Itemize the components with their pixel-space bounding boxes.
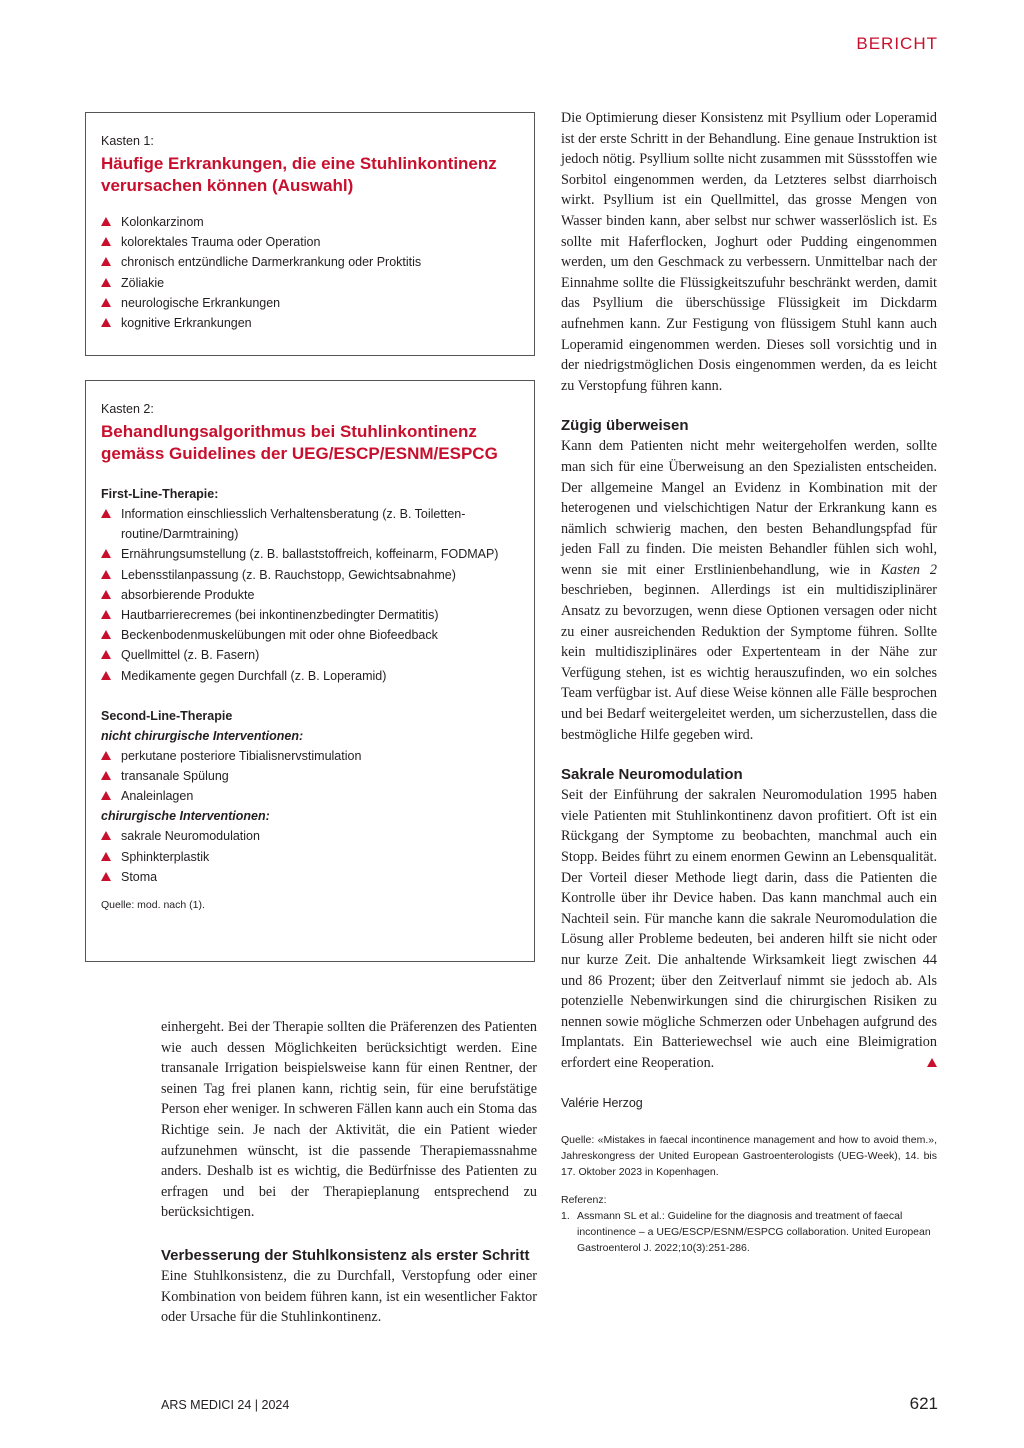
left-column — [161, 1017, 537, 1328]
list-item-text: Beckenbodenmuskelübungen mit oder ohne Biofeedback — [121, 628, 438, 643]
list-item — [101, 766, 520, 786]
red-triangle-icon — [101, 610, 111, 619]
red-triangle-icon — [101, 751, 111, 760]
red-triangle-icon — [101, 872, 111, 881]
red-triangle-icon — [101, 590, 111, 599]
list-item — [101, 544, 520, 564]
second-line-heading: Second-Line-Therapie — [101, 708, 233, 723]
box-kicker: Kasten 1: — [101, 134, 154, 148]
list-item — [101, 293, 520, 313]
body-paragraph: Die Optimierung dieser Konsistenz mit Psyllium oder Loperamid ist der erste Schritt in der Behandlung. Eine genaue Instruktion ist jedoch nötig. Psyllium sollte nicht zusammen mit Süssstoffen wie Sorbitol eingenommen werden, da Letzteres selbst diarrhoisch wirkt. Psyllium ist ein Quellmittel, das grosse Mengen von Wasser binden kann, aber selbst nur schwer wasserlöslich ist. Es sollte mit Haferflocken, Joghurt oder Pudding eingenommen werden, um den Geschmack zu verbessern. Unmittelbar nach der Einnahme sollte die Flüssigkeitszufuhr beschränkt werden, damit das Psyllium die überschüssige Flüssigkeit im Dickdarm aufnehmen kann. Zur Festigung von flüssigem Stuhl kann auch Loperamid eingenommen werden. Dieses soll vorsichtig und in der niedrigstmöglichen Dosis eingenommen werden, da es leicht zu Verstopfung führen kann. — [561, 110, 937, 394]
list-item-text: Quellmittel (z. B. Fasern) — [121, 648, 260, 663]
list-item-text: neurologische Erkrankungen — [121, 295, 281, 310]
list-item-text: Kolonkarzinom — [121, 215, 204, 229]
red-triangle-icon — [101, 549, 111, 558]
red-triangle-icon — [101, 237, 111, 246]
reference-label: Referenz: — [561, 1193, 607, 1206]
bullet-list — [101, 826, 520, 887]
box-reference: Kasten 2 — [880, 561, 937, 578]
reference-item — [561, 1208, 937, 1256]
box-kicker: Kasten 2: — [101, 402, 154, 416]
bullet-list — [101, 746, 520, 807]
list-item — [101, 313, 520, 333]
red-triangle-icon — [927, 1058, 937, 1067]
box-title-line: Behandlungsalgorithmus bei Stuhlinkontinenz — [101, 422, 477, 441]
section-heading: Zügig überweisen — [561, 417, 689, 435]
list-item-text: Hautbarrierecremes (bei inkontinenzbedingter Dermatitis) — [121, 608, 439, 623]
red-triangle-icon — [101, 257, 111, 266]
section-label: BERICHT — [856, 34, 938, 53]
page-number: 621 — [909, 1394, 938, 1413]
red-triangle-icon — [101, 217, 111, 226]
list-item-text: Lebensstilanpassung (z. B. Rauchstopp, Gewichtsabnahme) — [121, 567, 456, 582]
reference-text: Assmann SL et al.: Guideline for the diagnosis and treatment of faecal incontinence – a UEG/ESCP/ESNM/ESPCG collaboration. United European Gastroenterol J. 2022;10(3):251-286. — [577, 1209, 931, 1254]
list-item-text: Analeinlagen — [121, 789, 194, 804]
reference-number: 1. — [561, 1209, 570, 1222]
list-item — [101, 645, 520, 665]
bullet-list — [101, 212, 520, 333]
list-item-text: Stoma — [121, 869, 158, 884]
list-item — [101, 625, 520, 645]
box-title — [101, 153, 520, 197]
list-item-text: perkutane posteriore Tibialisnervstimulation — [121, 748, 362, 763]
red-triangle-icon — [101, 791, 111, 800]
body-text: Seit der Einführung der sakralen Neuromodulation 1995 haben viele Patienten mit Stuhlinkontinenz davon profitiert. Oft ist ein Rückgang der Symptome zu beobachten, manchmal auch ein Stopp. Beides führt zu einem enormen Gewinn an Lebensqualität. Der Vorteil dieser Methode liegt darin, dass die Patienten die Kontrolle über ihr Device haben. Das kann manchmal auch ein Nachteil sein. Für manche kann die sakrale Neuromodulation die Lösung aller Probleme bedeuten, bei anderen hilft sie nicht oder nur kurze Zeit. Die anhaltende Wirksamkeit liegt zwischen 44 und 86 Prozent; über den Zeitverlauf nimmt sie jedoch ab. Als potenzielle Nebenwirkungen sind die chirurgischen Risiken zu nennen sowie mögliche Schmerzen oder Unbehagen aufgrund des Implantats. Ein Batteriewechsel wie auch eine Bleimigration erfordert eine Reoperation. — [561, 787, 937, 1071]
red-triangle-icon — [101, 771, 111, 780]
author: Valérie Herzog — [561, 1095, 643, 1110]
red-triangle-icon — [101, 298, 111, 307]
list-item-text: absorbierende Produkte — [121, 587, 255, 602]
list-item-text: transanale Spülung — [121, 769, 229, 784]
list-item-text: kognitive Erkrankungen — [121, 316, 252, 331]
info-box-2 — [85, 380, 535, 962]
right-column — [561, 108, 937, 1256]
section-heading: Verbesserung der Stuhlkonsistenz als erster Schritt — [161, 1246, 530, 1264]
box-title-line: verursachen können (Auswahl) — [101, 176, 354, 195]
list-item-text: Sphinkterplastik — [121, 849, 210, 864]
body-text: Kann dem Patienten nicht mehr weitergeholfen werden, sollte man sich für eine Überweisung an den Spezialisten entscheiden. Der allgemeine Mangel an Evidenz in Kombination mit der heterogenen und vielschichtigen Natur der Erkrankung kann es nämlich schwierig machen, den besten Behandlungspfad für jeden Fall zu finden. Die meisten Behandler fühlen sich wohl, wenn sie mit einer Erstlinienbehandlung, wie in — [561, 438, 937, 578]
list-item — [101, 867, 520, 887]
list-item-text: Medikamente gegen Durchfall (z. B. Loperamid) — [121, 668, 387, 683]
list-item — [101, 746, 520, 766]
list-item-text: kolorektales Trauma oder Operation — [121, 235, 321, 250]
surgical-heading: chirurgische Interventionen: — [101, 809, 270, 824]
red-triangle-icon — [101, 570, 111, 579]
body-paragraph — [561, 785, 937, 1073]
box-title — [101, 421, 520, 465]
list-item-text: Ernährungsumstellung (z. B. ballaststoffreich, koffeinarm, FODMAP) — [121, 547, 499, 562]
red-triangle-icon — [101, 650, 111, 659]
list-item — [101, 252, 520, 272]
list-item — [101, 826, 520, 846]
body-text: beschrieben, beginnen. Allerdings ist ein multidisziplinärer Ansatz zu bevorzugen, wenn diese Optionen versagen oder nicht zu einer ausreichenden Reduktion der Symptome führen. Sollte kein multidisziplinäres oder Expertenteam in der Nähe zur Verfügung stehen, ist es wichtig herauszufinden, wo ein solches Team verfügbar ist. Auf diese Weise können alle Fälle besprochen und bei Bedarf weitergeleitet werden, um sicherzustellen, dass die bestmögliche Hilfe gegeben wird. — [561, 582, 937, 743]
list-item — [101, 504, 520, 544]
list-item — [101, 585, 520, 605]
red-triangle-icon — [101, 671, 111, 680]
list-item — [101, 786, 520, 806]
list-item-text: Zöliakie — [121, 275, 165, 290]
list-item — [101, 666, 520, 686]
list-item-text: chronisch entzündliche Darmerkrankung oder Proktitis — [121, 255, 422, 270]
bullet-list — [101, 504, 520, 686]
box-title-line: Häufige Erkrankungen, die eine Stuhlinkontinenz — [101, 154, 497, 173]
source-note: Quelle: «Mistakes in faecal incontinence management and how to avoid them.», Jahreskongress der United European Gastroenterologists (UEG-Week), 14. bis 17. Oktober 2023 in Kopenhagen. — [561, 1133, 937, 1178]
red-triangle-icon — [101, 852, 111, 861]
list-item-text: Information einschliesslich Verhaltensberatung (z. B. Toiletten-routine/Darmtraining) — [121, 507, 466, 542]
body-paragraph: Eine Stuhlkonsistenz, die zu Durchfall, Verstopfung oder einer Kombination von beidem führen kann, ist ein wesentlicher Faktor oder Ursache für die Stuhlinkontinenz. — [161, 1267, 537, 1326]
list-item — [101, 847, 520, 867]
list-item-text: sakrale Neuromodulation — [121, 829, 260, 844]
body-paragraph: einhergeht. Bei der Therapie sollten die Präferenzen des Patienten wie auch dessen Möglichkeiten berücksichtigt werden. Eine transanale Irrigation beispielsweise kann für einen Rentner, der seinen Tag frei planen kann, richtig sein, für eine berufstätige Person eher weniger. In schweren Fällen kann auch ein Stoma das Richtige sein. Je nach der Aktivität, die ein Patient wieder aufzunehmen wünscht, ist die passende Therapiemassnahme anders. Deshalb ist es wichtig, die Bedürfnisse des Patienten zu erfragen und bei der Therapieplanung entsprechend zu berücksichtigen. — [161, 1019, 537, 1221]
journal-footer: ARS MEDICI 24 | 2024 — [161, 1398, 290, 1412]
list-item — [101, 212, 520, 232]
non-surgical-heading: nicht chirurgische Interventionen: — [101, 728, 304, 743]
section-heading: Sakrale Neuromodulation — [561, 766, 743, 784]
red-triangle-icon — [101, 278, 111, 287]
list-item — [101, 232, 520, 252]
red-triangle-icon — [101, 509, 111, 518]
list-item — [101, 605, 520, 625]
first-line-heading: First-Line-Therapie: — [101, 487, 219, 501]
box-title-line: gemäss Guidelines der UEG/ESCP/ESNM/ESPCG — [101, 444, 498, 463]
red-triangle-icon — [101, 318, 111, 327]
list-item — [101, 273, 520, 293]
box-source: Quelle: mod. nach (1). — [101, 899, 205, 912]
red-triangle-icon — [101, 630, 111, 639]
body-paragraph — [561, 436, 937, 745]
list-item — [101, 565, 520, 585]
info-box-1 — [85, 112, 535, 356]
red-triangle-icon — [101, 831, 111, 840]
